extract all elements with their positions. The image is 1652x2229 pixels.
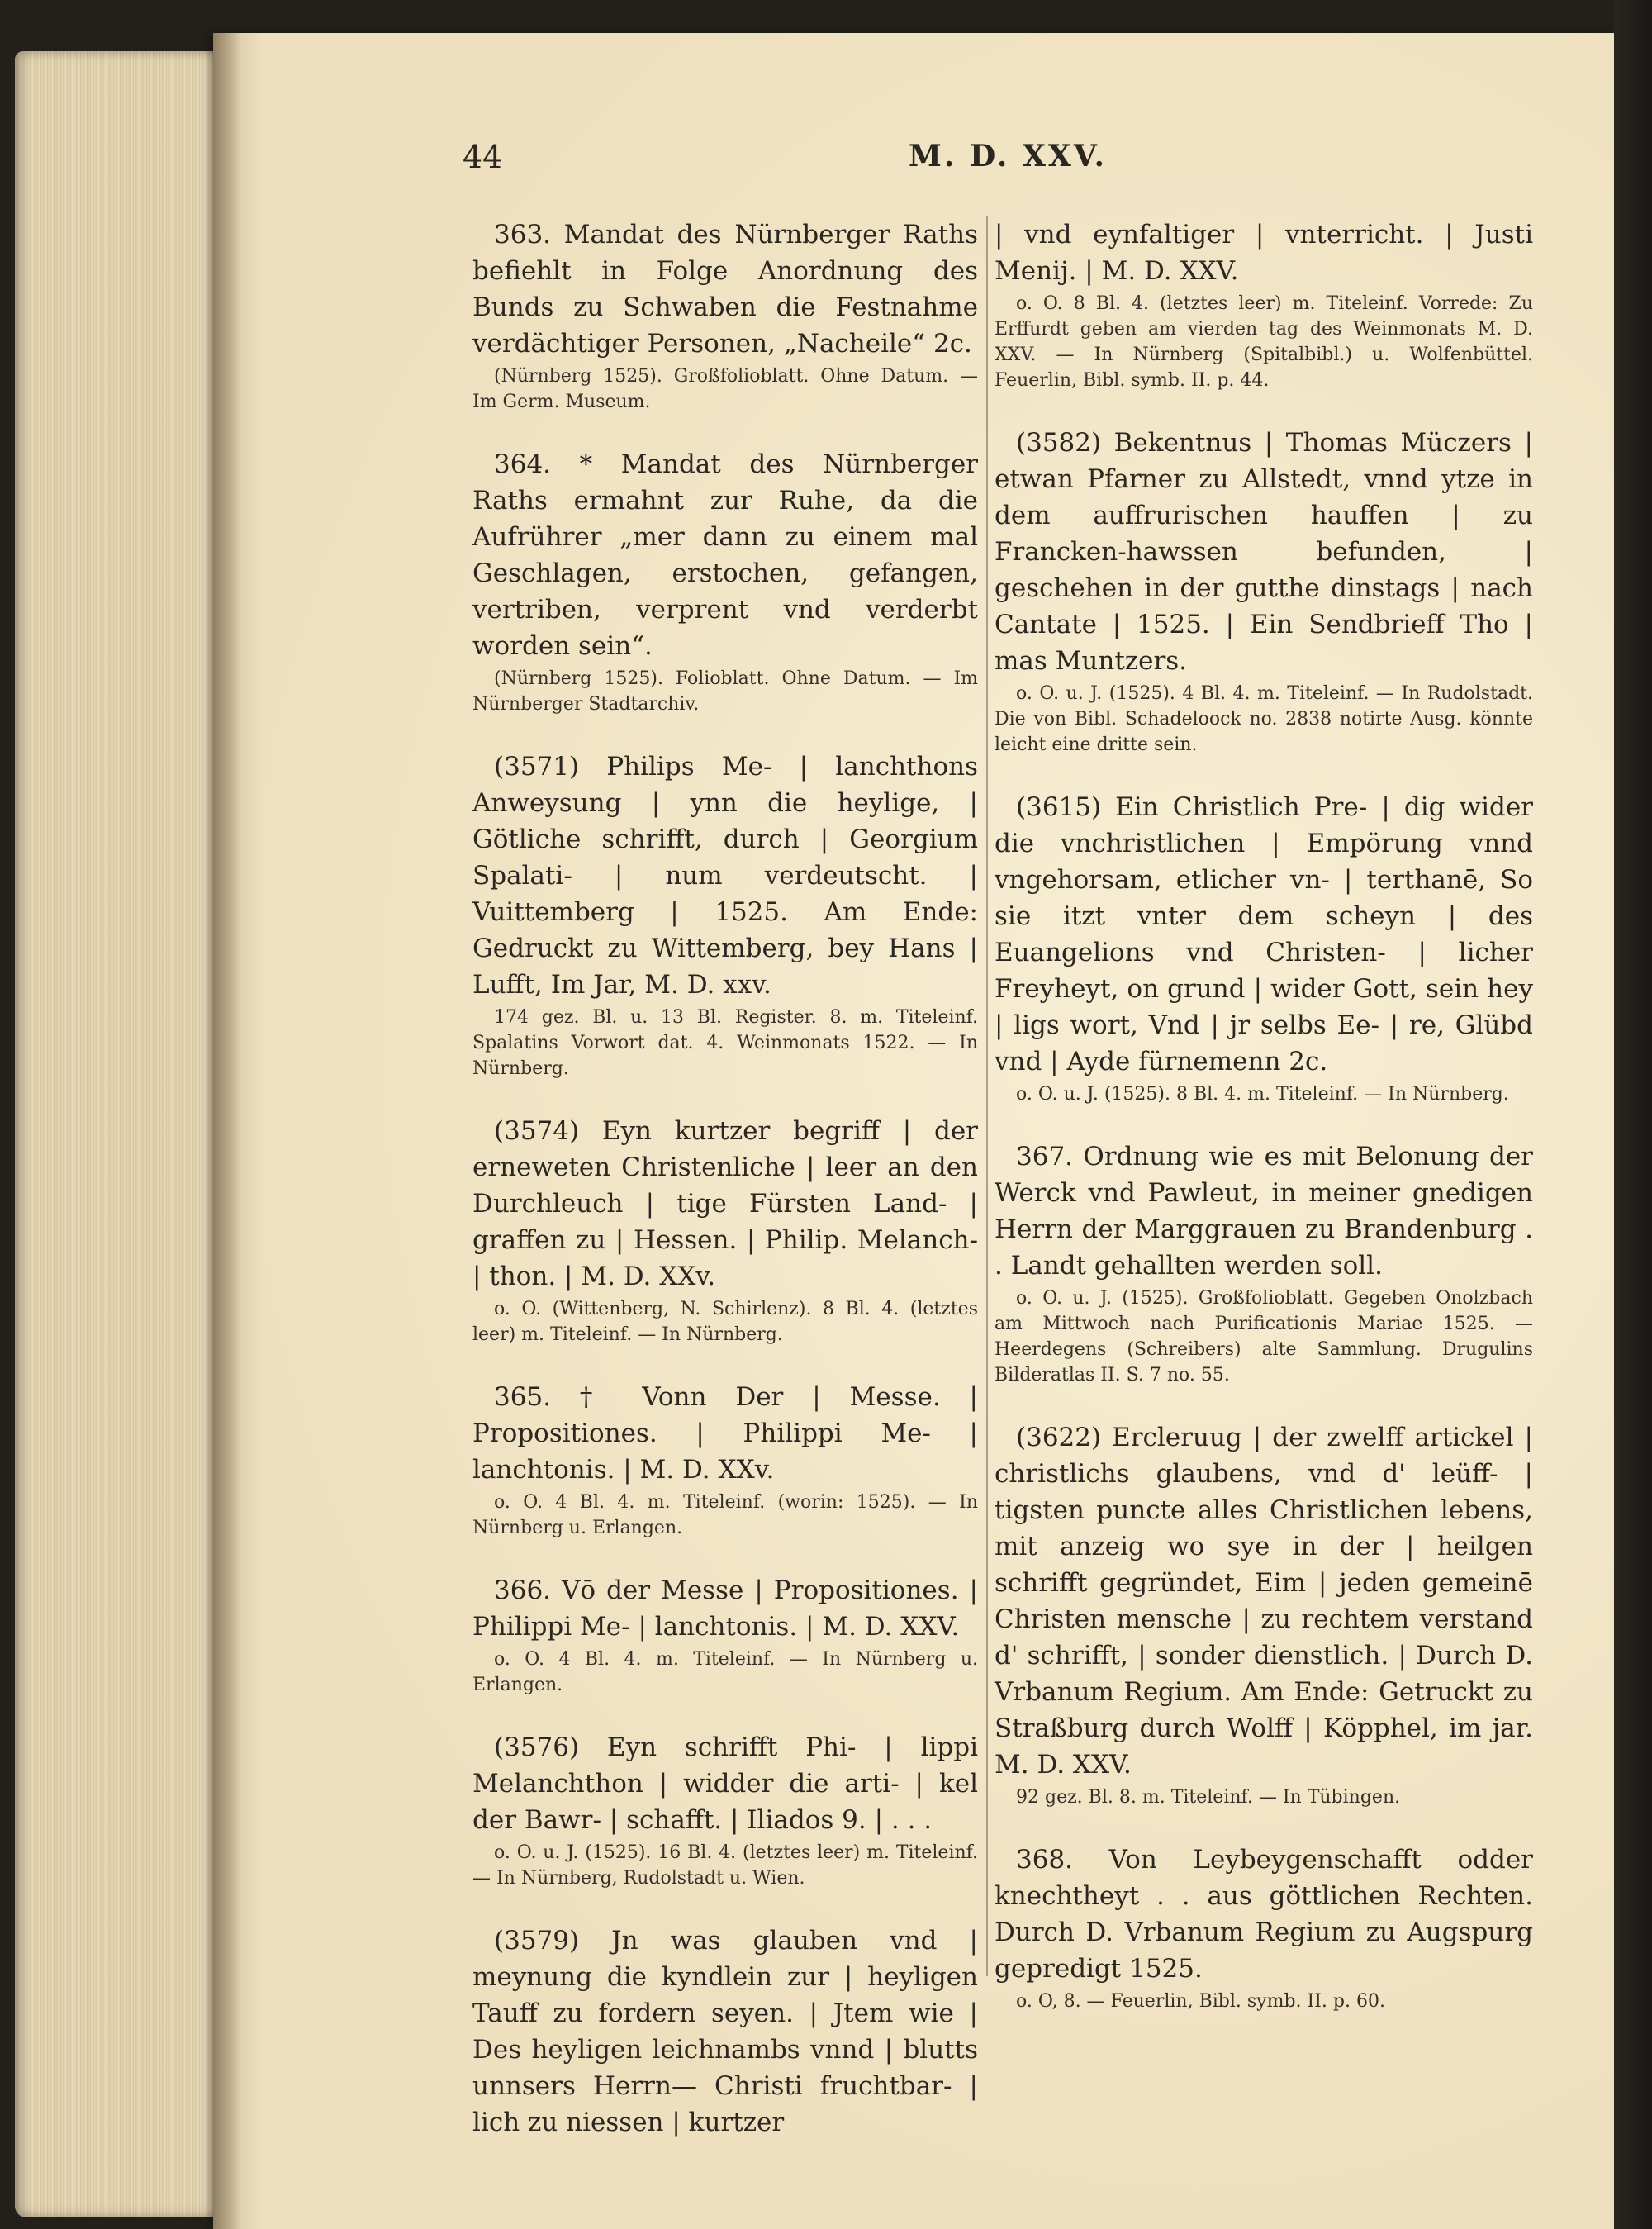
entry-title: (3574) Eyn kurtzer begriff | der erneweten Christenliche | leer an den Durchleuch | tige Fürsten Land- | graffen zu | Hessen. | Philip. Melanch- | thon. | M. D. XXv. (472, 1116, 978, 1291)
entry-title: (3615) Ein Christlich Pre- | dig wider die vnchristlichen | Empörung vnnd vngehorsam, etlicher vn- | terthanē, So sie itzt vnter dem scheyn | des Euangelions vnd Christen- | licher Freyheyt, on grund | wider Gott, sein hey | ligs wort, Vnd | jr selbs Ee- | re, Glübd vnd | Ayde fürnemenn 2c. (995, 792, 1533, 1076)
entry-title: (3622) Ercleruug | der zwelff artickel | christlichs glaubens, vnd d' leüff- | tigsten puncte alles Christlichen lebens, mit anzeig wo sye in der | heilgen schrifft gegründet, Eim | jeden gemeinē Christen mensche | zu rechtem verstand d' schrifft, | sonder dienstlich. | Durch D. Vrbanum Regium. Am Ende: Getruckt zu Straßburg durch Wolff | Köpphel, im jar. M. D. XXV. (995, 1423, 1533, 1780)
page-gutter (213, 33, 241, 2229)
catalog-entry-366 (472, 1572, 978, 1698)
entry-note: o. O. u. J. (1525). 4 Bl. 4. m. Titeleinf. — In Rudolstadt. Die von Bibl. Schadeloock no. 2838 notirte Ausg. könnte leicht eine dritte sein. (995, 683, 1533, 755)
entry-title: 365. † Vonn Der | Messe. | Propositiones. | Philippi Me- | lanchtonis. | M. D. XXv. (472, 1382, 978, 1485)
entry-note: o. O. (Wittenberg, N. Schirlenz). 8 Bl. 4. (letztes leer) m. Titeleinf. — In Nürnberg. (472, 1299, 978, 1345)
catalog-entry-3574 (472, 1113, 978, 1347)
next-page-edge (1614, 0, 1652, 2229)
entry-note: o. O. 4 Bl. 4. m. Titeleinf. (worin: 1525). — In Nürnberg u. Erlangen. (472, 1492, 978, 1538)
entry-title: 366. Vō der Messe | Propositiones. | Philippi Me- | lanchtonis. | M. D. XXV. (472, 1576, 978, 1642)
right-column (995, 216, 1533, 2046)
entry-title: 363. Mandat des Nürnberger Raths befiehlt in Folge Anordnung des Bunds zu Schwaben die Festnahme verdächtiger Personen, „Nacheile“ 2c. (472, 220, 978, 359)
catalog-entry-3579 (472, 1922, 978, 2141)
entry-note: o. O. u. J. (1525). 8 Bl. 4. m. Titeleinf. — In Nürnberg. (1016, 1084, 1509, 1105)
running-title: M. D. XXV. (909, 139, 1107, 173)
catalog-entry-3579-continued (995, 216, 1533, 393)
entry-title: (3576) Eyn schrifft Phi- | lippi Melanchthon | widder die arti- | kel der Bawr- | schafft. | Iliados 9. | . . . (472, 1732, 978, 1835)
catalog-entry-368 (995, 1842, 1533, 2014)
entry-title: | vnd eynfaltiger | vnterricht. | Justi Menij. | M. D. XXV. (995, 220, 1533, 286)
entry-note: o. O, 8. — Feuerlin, Bibl. symb. II. p. 60. (1016, 1991, 1385, 2012)
catalog-entry-3571 (472, 749, 978, 1081)
column-divider (986, 216, 988, 1976)
catalog-entry-363 (472, 216, 978, 415)
page-header (463, 139, 1107, 188)
catalog-entry-365 (472, 1379, 978, 1541)
page-number: 44 (463, 139, 503, 175)
entry-title: 367. Ordnung wie es mit Belonung der Werck vnd Pawleut, in meiner gnedigen Herrn der Marggrauen zu Brandenburg . . Landt gehallten werden soll. (995, 1142, 1533, 1281)
entry-note: o. O. 4 Bl. 4. m. Titeleinf. — In Nürnberg u. Erlangen. (472, 1649, 978, 1695)
entry-note: (Nürnberg 1525). Großfolioblatt. Ohne Datum. — Im Germ. Museum. (472, 366, 978, 412)
entry-note: 92 gez. Bl. 8. m. Titeleinf. — In Tübingen. (1016, 1787, 1401, 1808)
catalog-entry-364 (472, 446, 978, 717)
entry-title: 364. * Mandat des Nürnberger Raths ermahnt zur Ruhe, da die Aufrührer „mer dann zu einem mal Geschlagen, erstochen, gefangen, vertriben, verprent vnd verderbt worden sein“. (472, 449, 978, 661)
entry-note: o. O. u. J. (1525). 16 Bl. 4. (letztes leer) m. Titeleinf. — In Nürnberg, Rudolstadt u. Wien. (472, 1842, 978, 1889)
catalog-entry-367 (995, 1138, 1533, 1388)
entry-note: (Nürnberg 1525). Folioblatt. Ohne Datum. — Im Nürnberger Stadtarchiv. (472, 668, 978, 715)
entry-title: (3582) Bekentnus | Thomas Müczers | etwan Pfarner zu Allstedt, vnnd ytze in dem auffrurischen hauffen | zu Francken-hawssen befunden, | geschehen in der gutthe dinstags | nach Cantate | 1525. | Ein Sendbrieff Tho | mas Muntzers. (995, 428, 1533, 676)
entry-note: 174 gez. Bl. u. 13 Bl. Register. 8. m. Titeleinf. Spalatins Vorwort dat. 4. Weinmonats 1522. — In Nürnberg. (472, 1007, 978, 1079)
catalog-entry-3615 (995, 789, 1533, 1107)
entry-title: (3579) Jn was glauben vnd | meynung die kyndlein zur | heyligen Tauff zu fordern seyen. | Jtem wie | Des heyligen leichnambs vnnd | blutts unnsers Herrn— Christi fruchtbar- | lich zu niessen | kurtzer (472, 1926, 978, 2137)
entry-title: (3571) Philips Me- | lanchthons Anweysung | ynn die heylige, | Götliche schrifft, durch | Georgium Spalati- | num verdeutscht. | Vuittemberg | 1525. Am Ende: Gedruckt zu Wittemberg, bey Hans | Lufft, Im Jar, M. D. xxv. (472, 752, 978, 1000)
left-column (472, 216, 978, 2172)
book-page-edges (15, 51, 228, 2217)
entry-title: 368. Von Leybeygenschafft odder knechtheyt . . aus göttlichen Rechten. Durch D. Vrbanum Regium zu Augspurg gepredigt 1525. (995, 1845, 1533, 1984)
catalog-entry-3582 (995, 425, 1533, 758)
catalog-entry-3576 (472, 1729, 978, 1891)
entry-note: o. O. 8 Bl. 4. (letztes leer) m. Titeleinf. Vorrede: Zu Erffurdt geben am vierden tag des Weinmonats M. D. XXV. — In Nürnberg (Spitalbibl.) u. Wolfenbüttel. Feuerlin, Bibl. symb. II. p. 44. (995, 293, 1533, 391)
catalog-entry-3622 (995, 1419, 1533, 1810)
entry-note: o. O. u. J. (1525). Großfolioblatt. Gegeben Onolzbach am Mittwoch nach Purificationis Mariae 1525. — Heerdegens (Schreibers) alte Sammlung. Drugulins Bilderatlas II. S. 7 no. 55. (995, 1288, 1533, 1385)
